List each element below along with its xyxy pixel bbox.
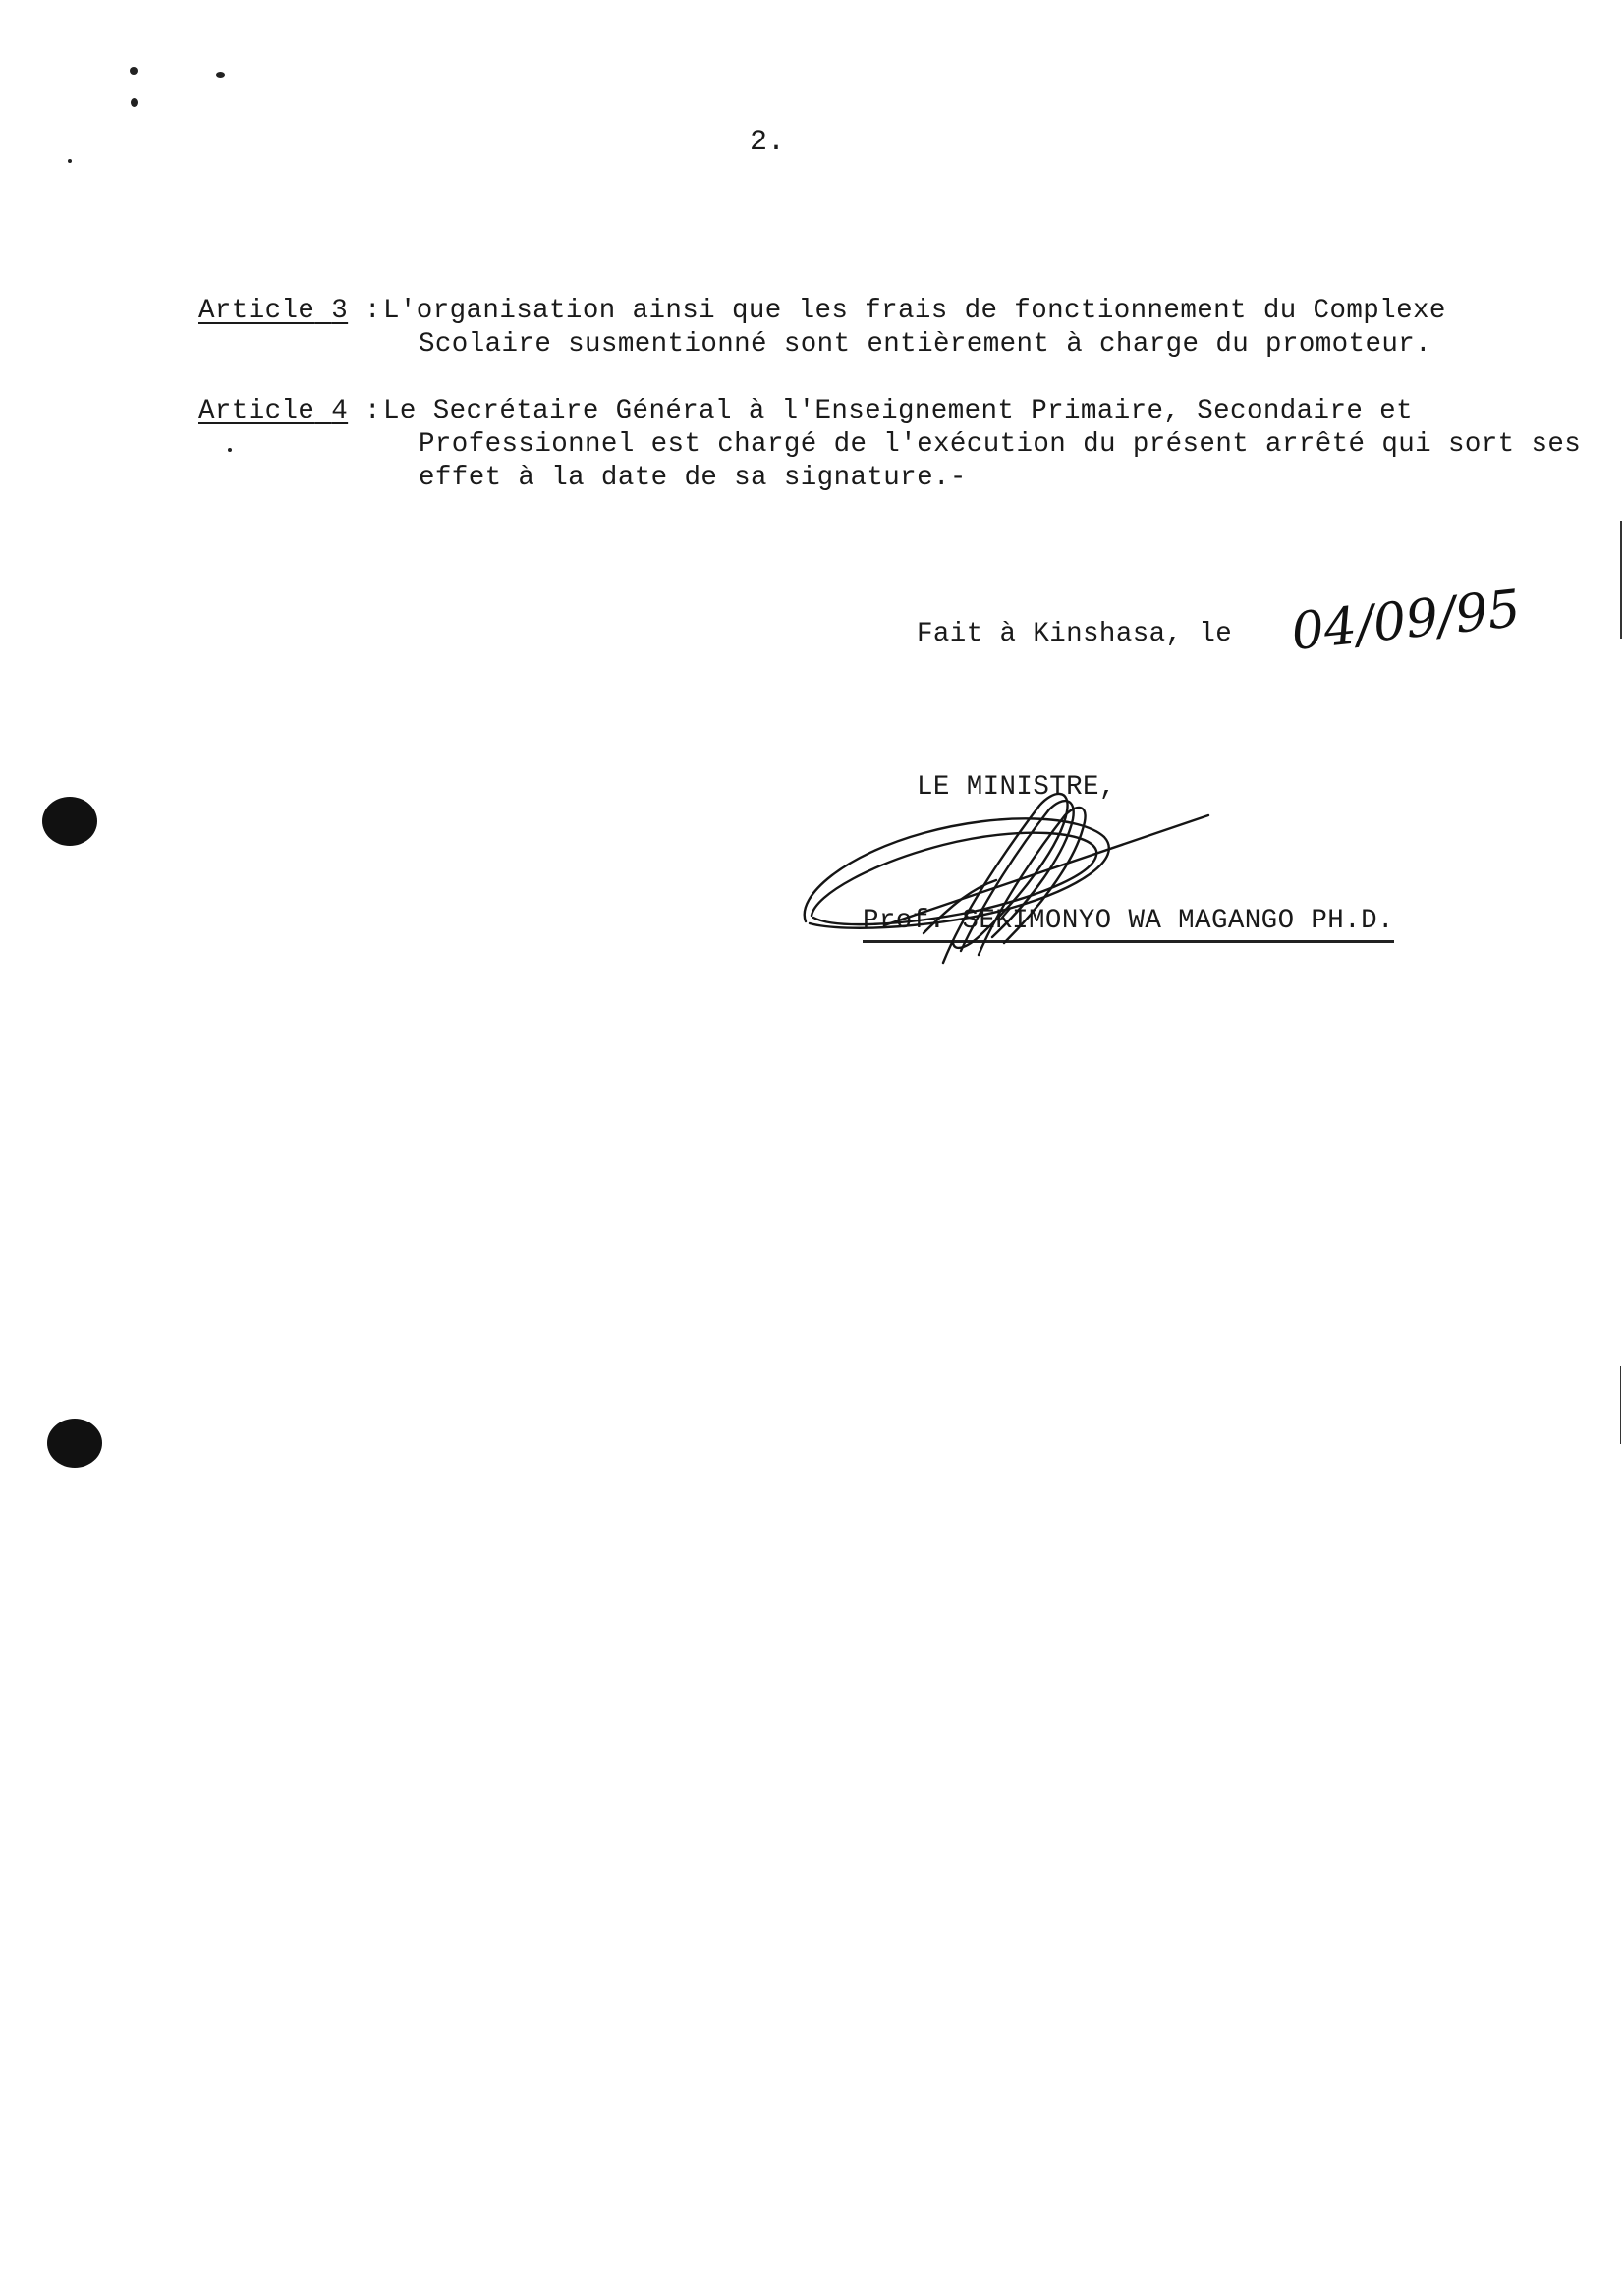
speck [68, 159, 72, 163]
article-3-label [198, 295, 381, 328]
speck [216, 72, 225, 78]
article-4 [198, 395, 1598, 495]
scan-edge-line [1620, 1366, 1621, 1444]
article-4-text: Le Secrétaire Général à l'Enseignement Primaire, Secondaire et Professionnel est chargé de l'exécution du présent arrêté qui sort ses effet à la date de sa signature.- [383, 396, 1598, 493]
page-number: 2. [750, 126, 786, 159]
article-4-label-word: Article [198, 396, 315, 426]
speck [130, 67, 138, 75]
article-4-label [198, 395, 381, 428]
minister-name: Prof. SEKIMONYO WA MAGANGO PH.D. [863, 906, 1394, 943]
article-4-label-number: 4 [331, 396, 349, 426]
handwritten-date: 04/09/95 [1288, 579, 1524, 662]
punch-hole-bottom [47, 1419, 102, 1468]
place-date-line: Fait à Kinshasa, le [917, 619, 1233, 649]
scan-edge-line [1620, 521, 1622, 639]
signature-scribble [786, 786, 1218, 973]
article-3-separator: : [364, 296, 381, 326]
minister-title: LE MINISTRE, [917, 772, 1116, 803]
article-3 [198, 295, 1594, 362]
article-3-label-word: Article [198, 296, 315, 326]
article-4-separator: : [364, 396, 381, 426]
speck [131, 98, 138, 107]
article-3-label-number: 3 [331, 296, 349, 326]
punch-hole-top [42, 797, 97, 846]
speck [228, 448, 232, 452]
article-3-text: L'organisation ainsi que les frais de fonctionnement du Complexe Scolaire susmentionné sont entièrement à charge du promoteur. [383, 296, 1463, 360]
